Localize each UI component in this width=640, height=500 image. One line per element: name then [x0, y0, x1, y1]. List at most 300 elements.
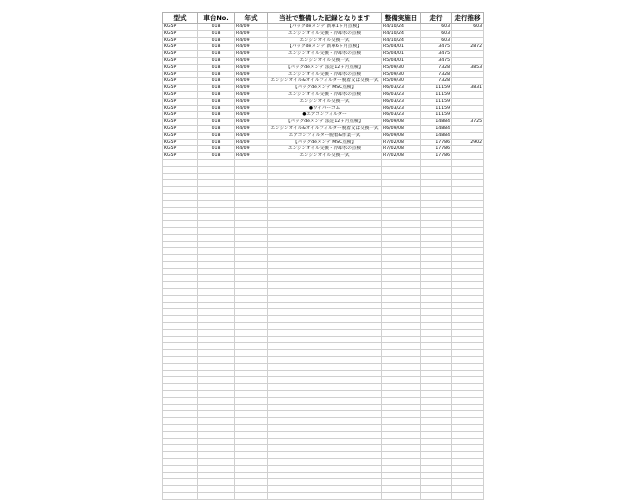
empty-cell[interactable]	[268, 452, 382, 459]
empty-cell[interactable]	[382, 255, 421, 262]
cell-model-year[interactable]: R4/09	[235, 24, 268, 31]
empty-cell[interactable]	[268, 377, 382, 384]
cell-maintenance-item[interactable]: ●エアコンフィルター	[268, 112, 382, 119]
cell-mileage[interactable]: 17786	[421, 146, 452, 153]
cell-model-year[interactable]: R4/09	[235, 98, 268, 105]
empty-cell[interactable]	[163, 336, 198, 343]
empty-cell[interactable]	[452, 486, 484, 493]
cell-service-date[interactable]: R5/04/01	[382, 57, 421, 64]
empty-cell[interactable]	[235, 397, 268, 404]
cell-chassis-number[interactable]: 018	[198, 112, 235, 119]
header-mileage[interactable]: 走行	[421, 13, 452, 24]
cell-mileage[interactable]: 603	[421, 37, 452, 44]
empty-cell[interactable]	[235, 241, 268, 248]
empty-cell[interactable]	[235, 357, 268, 364]
cell-mileage[interactable]: 11159	[421, 105, 452, 112]
cell-maintenance-item[interactable]: エンジンオイル交換一式	[268, 153, 382, 160]
empty-cell[interactable]	[163, 227, 198, 234]
cell-mileage[interactable]: 17786	[421, 139, 452, 146]
empty-cell[interactable]	[163, 350, 198, 357]
empty-cell[interactable]	[421, 357, 452, 364]
cell-maintenance-item[interactable]: 【パックdeメンテ 法定12ヶ月点検】	[268, 119, 382, 126]
cell-model-year[interactable]: R4/09	[235, 44, 268, 51]
empty-cell[interactable]	[421, 329, 452, 336]
empty-cell[interactable]	[452, 187, 484, 194]
empty-cell[interactable]	[382, 411, 421, 418]
empty-cell[interactable]	[198, 180, 235, 187]
cell-model-type[interactable]: KG5P	[163, 139, 198, 146]
empty-cell[interactable]	[198, 221, 235, 228]
cell-mileage-change[interactable]	[452, 51, 484, 58]
empty-cell[interactable]	[268, 336, 382, 343]
empty-cell[interactable]	[452, 221, 484, 228]
empty-cell[interactable]	[268, 472, 382, 479]
empty-cell[interactable]	[163, 329, 198, 336]
empty-cell[interactable]	[421, 234, 452, 241]
empty-cell[interactable]	[268, 159, 382, 166]
cell-maintenance-item[interactable]: エンジンオイル交換・冷却水の点検	[268, 51, 382, 58]
cell-mileage-change[interactable]	[452, 112, 484, 119]
empty-cell[interactable]	[382, 391, 421, 398]
cell-service-date[interactable]: R5/09/30	[382, 78, 421, 85]
empty-cell[interactable]	[198, 261, 235, 268]
empty-cell[interactable]	[452, 363, 484, 370]
empty-cell[interactable]	[198, 411, 235, 418]
empty-cell[interactable]	[421, 323, 452, 330]
cell-service-date[interactable]: R6/09/08	[382, 132, 421, 139]
empty-cell[interactable]	[382, 180, 421, 187]
cell-mileage-change[interactable]	[452, 105, 484, 112]
cell-mileage[interactable]: 17786	[421, 153, 452, 160]
empty-cell[interactable]	[268, 309, 382, 316]
empty-cell[interactable]	[198, 323, 235, 330]
empty-cell[interactable]	[163, 357, 198, 364]
cell-model-year[interactable]: R4/09	[235, 119, 268, 126]
empty-cell[interactable]	[382, 241, 421, 248]
cell-mileage-change[interactable]	[452, 78, 484, 85]
empty-cell[interactable]	[452, 166, 484, 173]
empty-cell[interactable]	[163, 472, 198, 479]
empty-cell[interactable]	[421, 370, 452, 377]
empty-cell[interactable]	[421, 343, 452, 350]
empty-cell[interactable]	[421, 268, 452, 275]
empty-cell[interactable]	[421, 336, 452, 343]
empty-cell[interactable]	[198, 234, 235, 241]
empty-cell[interactable]	[235, 472, 268, 479]
empty-cell[interactable]	[382, 370, 421, 377]
empty-cell[interactable]	[163, 173, 198, 180]
empty-cell[interactable]	[235, 159, 268, 166]
empty-cell[interactable]	[163, 261, 198, 268]
cell-chassis-number[interactable]: 018	[198, 85, 235, 92]
cell-chassis-number[interactable]: 018	[198, 44, 235, 51]
empty-cell[interactable]	[382, 193, 421, 200]
empty-cell[interactable]	[268, 227, 382, 234]
empty-cell[interactable]	[452, 465, 484, 472]
cell-model-type[interactable]: KG5P	[163, 37, 198, 44]
empty-cell[interactable]	[163, 187, 198, 194]
cell-mileage-change[interactable]: 3725	[452, 119, 484, 126]
cell-chassis-number[interactable]: 018	[198, 57, 235, 64]
empty-cell[interactable]	[452, 302, 484, 309]
empty-cell[interactable]	[163, 255, 198, 262]
cell-model-type[interactable]: KG5P	[163, 112, 198, 119]
empty-cell[interactable]	[421, 377, 452, 384]
empty-cell[interactable]	[163, 445, 198, 452]
empty-cell[interactable]	[268, 200, 382, 207]
empty-cell[interactable]	[452, 459, 484, 466]
empty-cell[interactable]	[268, 323, 382, 330]
empty-cell[interactable]	[452, 295, 484, 302]
cell-mileage-change[interactable]	[452, 57, 484, 64]
cell-maintenance-item[interactable]: エンジンオイル交換・冷却水の点検	[268, 71, 382, 78]
empty-cell[interactable]	[421, 363, 452, 370]
empty-cell[interactable]	[198, 302, 235, 309]
empty-cell[interactable]	[235, 425, 268, 432]
header-model-year[interactable]: 年式	[235, 13, 268, 24]
empty-cell[interactable]	[382, 227, 421, 234]
empty-cell[interactable]	[268, 268, 382, 275]
cell-service-date[interactable]: R5/09/30	[382, 71, 421, 78]
empty-cell[interactable]	[421, 295, 452, 302]
empty-cell[interactable]	[163, 384, 198, 391]
cell-mileage-change[interactable]: 3853	[452, 64, 484, 71]
empty-cell[interactable]	[382, 295, 421, 302]
empty-cell[interactable]	[163, 452, 198, 459]
empty-cell[interactable]	[163, 207, 198, 214]
cell-maintenance-item[interactable]: 【パックdeメンテ 新車6ヶ月点検】	[268, 44, 382, 51]
empty-cell[interactable]	[452, 282, 484, 289]
empty-cell[interactable]	[452, 391, 484, 398]
empty-cell[interactable]	[421, 193, 452, 200]
cell-maintenance-item[interactable]: エンジンオイル交換一式	[268, 37, 382, 44]
empty-cell[interactable]	[235, 486, 268, 493]
empty-cell[interactable]	[198, 445, 235, 452]
cell-maintenance-item[interactable]: 【パックdeメンテ MSC点検】	[268, 85, 382, 92]
empty-cell[interactable]	[268, 459, 382, 466]
empty-cell[interactable]	[268, 425, 382, 432]
empty-cell[interactable]	[268, 350, 382, 357]
empty-cell[interactable]	[452, 234, 484, 241]
empty-cell[interactable]	[268, 248, 382, 255]
empty-cell[interactable]	[235, 227, 268, 234]
empty-cell[interactable]	[235, 350, 268, 357]
cell-model-year[interactable]: R4/09	[235, 153, 268, 160]
cell-service-date[interactable]: R6/03/23	[382, 85, 421, 92]
empty-cell[interactable]	[452, 200, 484, 207]
empty-cell[interactable]	[421, 200, 452, 207]
cell-maintenance-item[interactable]: エンジンオイル交換・冷却水の点検	[268, 146, 382, 153]
empty-cell[interactable]	[421, 309, 452, 316]
empty-cell[interactable]	[268, 404, 382, 411]
cell-service-date[interactable]: R6/09/08	[382, 119, 421, 126]
empty-cell[interactable]	[268, 234, 382, 241]
empty-cell[interactable]	[235, 207, 268, 214]
empty-cell[interactable]	[163, 282, 198, 289]
empty-cell[interactable]	[421, 275, 452, 282]
empty-cell[interactable]	[268, 295, 382, 302]
empty-cell[interactable]	[198, 391, 235, 398]
empty-cell[interactable]	[198, 289, 235, 296]
empty-cell[interactable]	[163, 302, 198, 309]
cell-service-date[interactable]: R5/09/30	[382, 64, 421, 71]
empty-cell[interactable]	[235, 323, 268, 330]
empty-cell[interactable]	[198, 397, 235, 404]
empty-cell[interactable]	[421, 350, 452, 357]
empty-cell[interactable]	[235, 221, 268, 228]
cell-mileage[interactable]: 11159	[421, 91, 452, 98]
empty-cell[interactable]	[421, 438, 452, 445]
empty-cell[interactable]	[198, 472, 235, 479]
cell-model-type[interactable]: KG5P	[163, 153, 198, 160]
cell-model-type[interactable]: KG5P	[163, 146, 198, 153]
empty-cell[interactable]	[268, 255, 382, 262]
empty-cell[interactable]	[235, 329, 268, 336]
empty-cell[interactable]	[268, 214, 382, 221]
empty-cell[interactable]	[452, 418, 484, 425]
cell-model-type[interactable]: KG5P	[163, 132, 198, 139]
cell-chassis-number[interactable]: 018	[198, 24, 235, 31]
empty-cell[interactable]	[452, 431, 484, 438]
cell-mileage-change[interactable]: 2902	[452, 139, 484, 146]
empty-cell[interactable]	[235, 370, 268, 377]
empty-cell[interactable]	[268, 180, 382, 187]
empty-cell[interactable]	[268, 370, 382, 377]
empty-cell[interactable]	[452, 248, 484, 255]
cell-model-type[interactable]: KG5P	[163, 44, 198, 51]
empty-cell[interactable]	[198, 350, 235, 357]
empty-cell[interactable]	[452, 377, 484, 384]
cell-mileage[interactable]: 3475	[421, 44, 452, 51]
empty-cell[interactable]	[421, 227, 452, 234]
cell-mileage[interactable]: 11159	[421, 98, 452, 105]
empty-cell[interactable]	[421, 452, 452, 459]
empty-cell[interactable]	[198, 404, 235, 411]
empty-cell[interactable]	[268, 302, 382, 309]
empty-cell[interactable]	[235, 336, 268, 343]
cell-mileage[interactable]: 3475	[421, 57, 452, 64]
empty-cell[interactable]	[421, 214, 452, 221]
empty-cell[interactable]	[268, 411, 382, 418]
empty-cell[interactable]	[235, 275, 268, 282]
empty-cell[interactable]	[163, 275, 198, 282]
empty-cell[interactable]	[382, 425, 421, 432]
empty-cell[interactable]	[198, 329, 235, 336]
empty-cell[interactable]	[198, 452, 235, 459]
empty-cell[interactable]	[452, 193, 484, 200]
cell-service-date[interactable]: R4/10/24	[382, 24, 421, 31]
empty-cell[interactable]	[235, 214, 268, 221]
empty-cell[interactable]	[452, 370, 484, 377]
empty-cell[interactable]	[163, 241, 198, 248]
empty-cell[interactable]	[235, 180, 268, 187]
cell-mileage-change[interactable]	[452, 132, 484, 139]
cell-mileage-change[interactable]	[452, 91, 484, 98]
empty-cell[interactable]	[198, 370, 235, 377]
empty-cell[interactable]	[163, 289, 198, 296]
cell-maintenance-item[interactable]: エアコンフィルター脱着&作業一式	[268, 132, 382, 139]
empty-cell[interactable]	[452, 438, 484, 445]
empty-cell[interactable]	[198, 214, 235, 221]
empty-cell[interactable]	[198, 207, 235, 214]
cell-mileage-change[interactable]	[452, 146, 484, 153]
empty-cell[interactable]	[382, 275, 421, 282]
empty-cell[interactable]	[235, 391, 268, 398]
empty-cell[interactable]	[421, 465, 452, 472]
empty-cell[interactable]	[382, 329, 421, 336]
empty-cell[interactable]	[235, 418, 268, 425]
empty-cell[interactable]	[382, 207, 421, 214]
empty-cell[interactable]	[382, 234, 421, 241]
empty-cell[interactable]	[235, 343, 268, 350]
empty-cell[interactable]	[198, 418, 235, 425]
empty-cell[interactable]	[198, 431, 235, 438]
empty-cell[interactable]	[452, 411, 484, 418]
empty-cell[interactable]	[421, 159, 452, 166]
cell-maintenance-item[interactable]: エンジンオイル交換・冷却水の点検	[268, 91, 382, 98]
empty-cell[interactable]	[452, 397, 484, 404]
cell-maintenance-item[interactable]: ●ワイパーゴム	[268, 105, 382, 112]
empty-cell[interactable]	[382, 377, 421, 384]
cell-model-type[interactable]: KG5P	[163, 78, 198, 85]
cell-maintenance-item[interactable]: エンジンオイル交換・冷却水の点検	[268, 30, 382, 37]
empty-cell[interactable]	[421, 282, 452, 289]
empty-cell[interactable]	[198, 343, 235, 350]
empty-cell[interactable]	[421, 397, 452, 404]
empty-cell[interactable]	[163, 425, 198, 432]
cell-chassis-number[interactable]: 018	[198, 64, 235, 71]
empty-cell[interactable]	[235, 459, 268, 466]
empty-cell[interactable]	[421, 404, 452, 411]
empty-cell[interactable]	[198, 268, 235, 275]
empty-cell[interactable]	[268, 438, 382, 445]
empty-cell[interactable]	[452, 445, 484, 452]
empty-cell[interactable]	[198, 187, 235, 194]
empty-cell[interactable]	[163, 343, 198, 350]
cell-model-year[interactable]: R4/09	[235, 85, 268, 92]
empty-cell[interactable]	[235, 187, 268, 194]
empty-cell[interactable]	[382, 486, 421, 493]
empty-cell[interactable]	[421, 166, 452, 173]
empty-cell[interactable]	[382, 465, 421, 472]
empty-cell[interactable]	[382, 166, 421, 173]
empty-cell[interactable]	[382, 363, 421, 370]
cell-mileage[interactable]: 7328	[421, 78, 452, 85]
empty-cell[interactable]	[382, 248, 421, 255]
empty-cell[interactable]	[268, 431, 382, 438]
empty-cell[interactable]	[198, 384, 235, 391]
empty-cell[interactable]	[198, 316, 235, 323]
cell-model-type[interactable]: KG5P	[163, 24, 198, 31]
empty-cell[interactable]	[452, 357, 484, 364]
empty-cell[interactable]	[452, 207, 484, 214]
cell-chassis-number[interactable]: 018	[198, 91, 235, 98]
empty-cell[interactable]	[382, 200, 421, 207]
cell-mileage[interactable]: 11159	[421, 85, 452, 92]
cell-chassis-number[interactable]: 018	[198, 146, 235, 153]
empty-cell[interactable]	[421, 207, 452, 214]
empty-cell[interactable]	[268, 418, 382, 425]
empty-cell[interactable]	[382, 173, 421, 180]
cell-maintenance-item[interactable]: 【パックdeメンテ MSC点検】	[268, 139, 382, 146]
empty-cell[interactable]	[163, 404, 198, 411]
cell-model-year[interactable]: R4/09	[235, 112, 268, 119]
empty-cell[interactable]	[421, 492, 452, 499]
empty-cell[interactable]	[163, 248, 198, 255]
cell-chassis-number[interactable]: 018	[198, 139, 235, 146]
empty-cell[interactable]	[452, 425, 484, 432]
empty-cell[interactable]	[268, 363, 382, 370]
cell-mileage[interactable]: 7328	[421, 71, 452, 78]
cell-mileage[interactable]: 603	[421, 30, 452, 37]
empty-cell[interactable]	[198, 193, 235, 200]
empty-cell[interactable]	[235, 234, 268, 241]
empty-cell[interactable]	[421, 248, 452, 255]
empty-cell[interactable]	[421, 173, 452, 180]
empty-cell[interactable]	[163, 391, 198, 398]
cell-service-date[interactable]: R4/10/24	[382, 30, 421, 37]
empty-cell[interactable]	[452, 492, 484, 499]
empty-cell[interactable]	[421, 445, 452, 452]
empty-cell[interactable]	[198, 465, 235, 472]
cell-model-type[interactable]: KG5P	[163, 85, 198, 92]
empty-cell[interactable]	[235, 445, 268, 452]
empty-cell[interactable]	[452, 309, 484, 316]
empty-cell[interactable]	[421, 302, 452, 309]
cell-model-type[interactable]: KG5P	[163, 64, 198, 71]
empty-cell[interactable]	[235, 431, 268, 438]
cell-mileage-change[interactable]	[452, 30, 484, 37]
empty-cell[interactable]	[163, 459, 198, 466]
cell-service-date[interactable]: R6/03/23	[382, 112, 421, 119]
empty-cell[interactable]	[268, 329, 382, 336]
empty-cell[interactable]	[268, 357, 382, 364]
empty-cell[interactable]	[421, 180, 452, 187]
empty-cell[interactable]	[163, 465, 198, 472]
empty-cell[interactable]	[268, 207, 382, 214]
cell-chassis-number[interactable]: 018	[198, 119, 235, 126]
empty-cell[interactable]	[163, 180, 198, 187]
cell-mileage[interactable]: 14884	[421, 119, 452, 126]
empty-cell[interactable]	[268, 166, 382, 173]
empty-cell[interactable]	[198, 248, 235, 255]
cell-mileage[interactable]: 14884	[421, 132, 452, 139]
empty-cell[interactable]	[198, 173, 235, 180]
empty-cell[interactable]	[382, 214, 421, 221]
empty-cell[interactable]	[198, 425, 235, 432]
empty-cell[interactable]	[268, 465, 382, 472]
empty-cell[interactable]	[235, 261, 268, 268]
empty-cell[interactable]	[452, 261, 484, 268]
empty-cell[interactable]	[163, 418, 198, 425]
empty-cell[interactable]	[382, 323, 421, 330]
cell-service-date[interactable]: R6/03/23	[382, 98, 421, 105]
empty-cell[interactable]	[382, 384, 421, 391]
empty-cell[interactable]	[452, 268, 484, 275]
empty-cell[interactable]	[382, 159, 421, 166]
cell-mileage-change[interactable]: 2872	[452, 44, 484, 51]
cell-model-year[interactable]: R4/09	[235, 51, 268, 58]
empty-cell[interactable]	[198, 295, 235, 302]
empty-cell[interactable]	[452, 329, 484, 336]
empty-cell[interactable]	[382, 350, 421, 357]
empty-cell[interactable]	[382, 309, 421, 316]
empty-cell[interactable]	[421, 221, 452, 228]
cell-service-date[interactable]: R5/04/01	[382, 44, 421, 51]
empty-cell[interactable]	[235, 173, 268, 180]
cell-model-type[interactable]: KG5P	[163, 98, 198, 105]
empty-cell[interactable]	[163, 370, 198, 377]
